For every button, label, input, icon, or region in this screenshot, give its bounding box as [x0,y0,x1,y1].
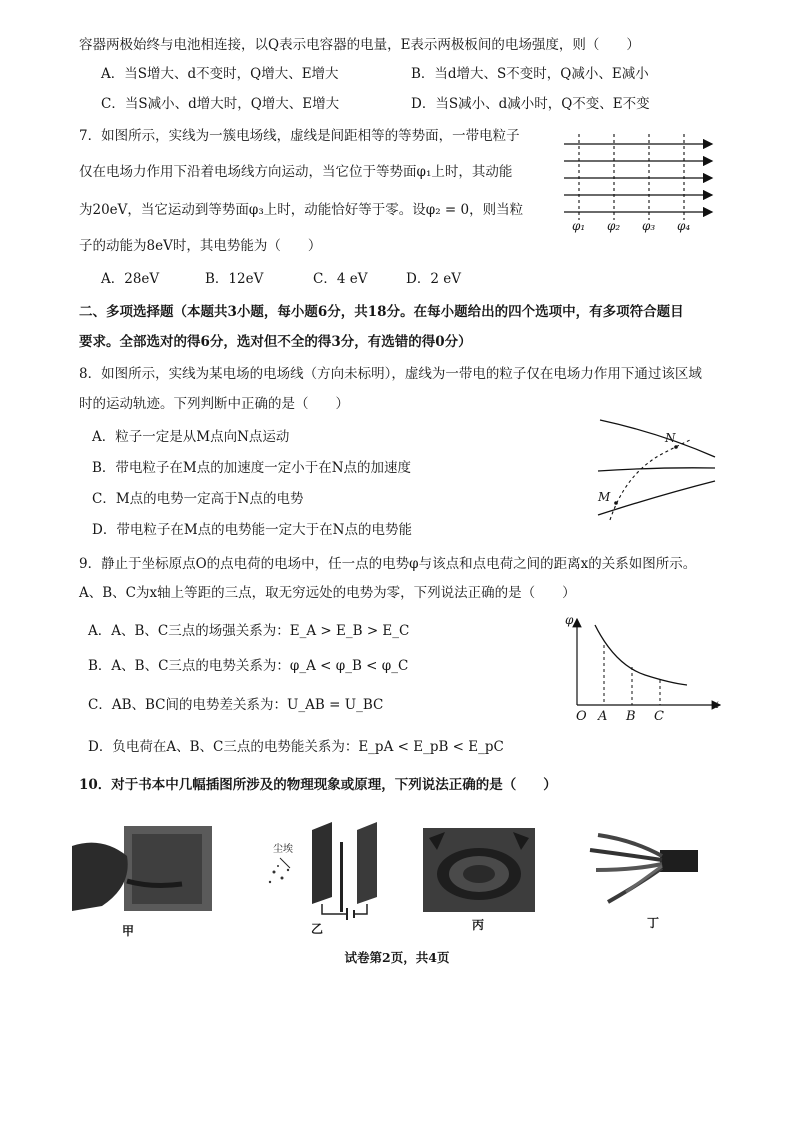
q8-option-a: A．粒子一定是从M点向N点运动 [92,429,290,445]
q10-figure-jia [72,826,222,918]
q9-label-x: x [712,697,719,711]
q8-field-trajectory-figure [590,405,720,525]
q10-figure-ding [578,830,703,910]
q8-label-n: N [665,431,676,445]
q10-label-yi: 乙 [311,922,324,936]
q9-curve [595,625,687,685]
q7-stem-line-2: 仅在电场力作用下沿着电场线方向运动，当它位于等势面φ₁上时，其动能 [79,164,513,180]
q7-label-phi3: φ₃ [642,219,656,233]
q10-label-jia: 甲 [122,924,135,938]
q8-option-b: B．带电粒子在M点的加速度一定小于在N点的加速度 [92,460,412,476]
q7-stem-line-4: 子的动能为8eV时，其电势能为（ ） [79,238,322,254]
q7-label-phi1: φ₁ [572,219,586,233]
q10-figure-yi [262,822,392,922]
q10-label-ding: 丁 [647,916,660,930]
q8-stem-line-1: 8．如图所示，实线为某电场的电场线（方向未标明），虚线为一带电的粒子仅在电场力作用下通过该区域 [79,366,702,382]
q10-stem-line: 10．对于书本中几幅插图所涉及的物理现象或原理，下列说法正确的是（ ） [79,777,557,793]
q9-stem-line-2: A、B、C为x轴上等距的三点，取无穷远处的电势为零，下列说法正确的是（ ） [79,585,576,601]
q8-point-n [674,445,678,449]
q9-stem-line-1: 9．静止于坐标原点O的点电荷的电场中，任一点的电势φ与该点和点电荷之间的距离x的关系如图所示。 [79,556,697,572]
q6-option-d: D．当S减小、d减小时，Q不变、E不变 [411,96,650,112]
q8-stem-line-2: 时的运动轨迹。下列判断中正确的是（ ） [79,396,349,412]
q8-label-m: M [598,490,611,504]
q10-figure-bing [423,828,535,912]
q9-tick-a: A [598,709,608,724]
q7-label-phi2: φ₂ [607,219,621,233]
q6-option-c: C．当S减小、d增大时，Q增大、E增大 [101,96,340,112]
q9-label-phi: φ [565,613,574,627]
q7-stem-line-3: 为20eV，当它运动到等势面φ₃上时，动能恰好等于零。设φ₂ = 0，则当粒 [79,202,524,218]
q9-potential-graph [565,615,730,715]
q7-option-d: D．2 eV [406,271,461,287]
q9-option-a: A．A、B、C三点的场强关系为：E_A > E_B > E_C [88,623,410,639]
q6-option-b: B．当d增大、S不变时，Q减小、E减小 [411,66,649,82]
section2-header-line-1: 二、多项选择题（本题共3小题，每小题6分，共18分。在每小题给出的四个选项中，有多项符合题目 [79,304,684,320]
section2-header-line-2: 要求。全部选对的得6分，选对但不全的得3分，有选错的得0分） [79,334,472,350]
q6-option-a: A．当S增大、d不变时，Q增大、E增大 [101,66,339,82]
page-footer: 试卷第2页，共4页 [344,950,450,965]
q9-tick-o: O [576,709,587,724]
q8-option-c: C．M点的电势一定高于N点的电势 [92,491,304,507]
q9-option-d: D．负电荷在A、B、C三点的电势能关系为：E_pA < E_pB < E_pC [88,739,504,755]
q10-dust-label: 尘埃 [273,844,293,855]
q7-option-c: C．4 eV [313,271,368,287]
q7-label-phi4: φ₄ [677,219,691,233]
q7-option-b: B．12eV [205,271,264,287]
q8-field-line-top [600,420,715,457]
q6-stem-line: 容器两极始终与电池相连接，以Q表示电容器的电量，E表示两极板间的电场强度，则（ ） [79,37,640,53]
q8-field-line-bottom [598,481,715,515]
q10-label-bing: 丙 [472,918,485,932]
q8-option-d: D．带电粒子在M点的电势能一定大于在N点的电势能 [92,522,412,538]
q7-option-a: A．28eV [101,271,160,287]
q9-tick-b: B [626,709,636,724]
q7-stem-line-1: 7．如图所示，实线为一簇电场线，虚线是间距相等的等势面，一带电粒子 [79,128,520,144]
q9-tick-c: C [654,709,664,724]
q9-option-b: B．A、B、C三点的电势关系为：φ_A < φ_B < φ_C [88,658,409,674]
q8-point-m [614,501,618,505]
q8-field-line-middle [598,468,715,471]
q9-option-c: C．AB、BC间的电势差关系为：U_AB = U_BC [88,697,384,713]
